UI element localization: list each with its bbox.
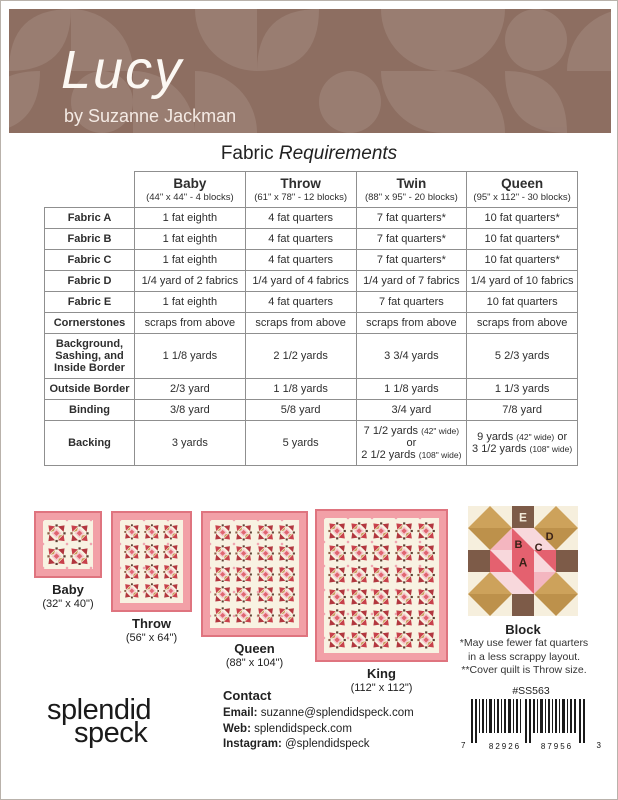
- quilt-block-motif: [395, 609, 413, 627]
- quilt-block-motif: [372, 544, 390, 562]
- block-letter-c: C: [534, 541, 543, 554]
- quilt-block-motif: [235, 524, 252, 541]
- quilt-block-motif: [372, 522, 390, 540]
- contact-email: Email: suzanne@splendidspeck.com: [223, 707, 414, 720]
- quilt-block-motif: [417, 631, 435, 649]
- footnotes: [453, 637, 595, 678]
- quilt-image-throw: [111, 511, 192, 612]
- quilt-label-throw: Throw (56" x 64"): [125, 616, 178, 645]
- table-row: Binding 3/8 yard 5/8 yard 3/4 yard 7/8 yard: [45, 400, 578, 421]
- author-byline: by Suzanne Jackman: [64, 106, 237, 126]
- quilt-block-motif: [235, 566, 252, 583]
- quilt-block-motif: [257, 524, 274, 541]
- contact-info: [223, 687, 414, 752]
- quilt-block-motif: [395, 566, 413, 584]
- quilt-block-motif: [417, 609, 435, 627]
- quilt-block-motif: [395, 522, 413, 540]
- block-diagram-image: [468, 506, 578, 616]
- quilt-block-motif: [257, 566, 274, 583]
- footnote-line: **Cover quilt is Throw size.: [461, 664, 587, 677]
- quilt-block-motif: [395, 544, 413, 562]
- fabric-requirements-table: [44, 171, 578, 466]
- quilt-block-motif: [144, 524, 160, 540]
- quilt-block-motif: [350, 588, 368, 606]
- splendid-speck-logo: splendid speck: [47, 694, 152, 750]
- quilt-block-motif: [278, 586, 295, 603]
- quilt-preview-throw: [111, 511, 192, 646]
- quilt-label-queen: Queen (88" x 104"): [225, 641, 284, 670]
- quilt-block-motif: [278, 545, 295, 562]
- block-letter-b: B: [514, 539, 523, 552]
- quilt-block-motif: [47, 524, 66, 543]
- quilt-block-motif: [328, 609, 346, 627]
- quilt-block-motif: [47, 547, 66, 566]
- block-letter-a: A: [518, 555, 528, 570]
- table-row: Cornerstones scraps from above scraps from above scraps from above scraps from above: [45, 313, 578, 334]
- barcode-digit-first: 7: [461, 741, 466, 750]
- quilt-block-motif: [235, 607, 252, 624]
- table-row: Fabric B 1 fat eighth 4 fat quarters 7 fat quarters* 10 fat quarters*: [45, 229, 578, 250]
- contact-web: Web: splendidspeck.com: [223, 722, 352, 735]
- quilt-block-motif: [278, 607, 295, 624]
- quilt-block-motif: [417, 566, 435, 584]
- quilt-block-motif: [350, 566, 368, 584]
- quilt-block-motif: [372, 631, 390, 649]
- quilt-block-motif: [395, 588, 413, 606]
- quilt-preview-king: [315, 509, 448, 696]
- quilt-block-motif: [163, 583, 179, 599]
- table-header-row: [45, 172, 578, 208]
- table-row: Fabric C 1 fat eighth 4 fat quarters 7 fat quarters* 10 fat quarters*: [45, 250, 578, 271]
- quilt-label-baby: Baby (32" x 40"): [42, 582, 94, 611]
- quilt-block-motif: [328, 522, 346, 540]
- table-row: Background, Sashing, and Inside Border 1 1/8 yards 2 1/2 yards 3 3/4 yards 5 2/3 yards: [45, 334, 578, 379]
- table-row: Fabric D 1/4 yard of 2 fabrics 1/4 yard of 4 fabrics 1/4 yard of 7 fabrics 1/4 yard of 10 fabrics: [45, 271, 578, 292]
- quilt-block-motif: [214, 524, 231, 541]
- barcode-digit-last: 3: [596, 741, 601, 750]
- page-title: Lucy: [61, 40, 184, 100]
- quilt-block-motif: [372, 609, 390, 627]
- quilt-block-motif: [214, 566, 231, 583]
- table-title: [1, 143, 617, 165]
- quilt-image-baby: [34, 511, 102, 578]
- quilt-block-motif: [214, 545, 231, 562]
- quilt-block-motif: [417, 588, 435, 606]
- header-band: [9, 9, 611, 133]
- quilt-label-king: King (112" x 112"): [350, 666, 413, 695]
- quilt-block-motif: [235, 545, 252, 562]
- quilt-block-motif: [278, 524, 295, 541]
- barcode-bars: [469, 699, 593, 745]
- quilt-block-motif: [328, 588, 346, 606]
- quilt-block-motif: [235, 586, 252, 603]
- column-header-baby: Baby (44" x 44" - 4 blocks): [135, 172, 246, 208]
- barcode-digits-group1: 82926: [488, 742, 522, 751]
- quilt-image-queen: [201, 511, 308, 637]
- table-title-italic: Requirements: [278, 143, 398, 164]
- quilt-block-motif: [163, 544, 179, 560]
- block-diagram: [468, 506, 578, 637]
- quilt-block-motif: [372, 566, 390, 584]
- backing-queen-cell: 9 yards (42" wide) or 3 1/2 yards (108" wide): [467, 421, 578, 466]
- table-row-backing: Backing 3 yards 5 yards 7 1/2 yards (42" wide) or 2 1/2 yards (108" wide) 9 yards (42" wide) or 3 1/2 yards (108" wide): [45, 421, 578, 466]
- footnote-line: *May use fewer fat quarters: [459, 637, 589, 649]
- quilt-block-motif: [163, 564, 179, 580]
- quilt-block-motif: [144, 583, 160, 599]
- barcode-digits-group2: 87956: [540, 742, 574, 751]
- quilt-block-motif: [350, 609, 368, 627]
- quilt-block-motif: [372, 588, 390, 606]
- table-row: Outside Border 2/3 yard 1 1/8 yards 1 1/8 yards 1 1/3 yards: [45, 379, 578, 400]
- quilt-block-motif: [124, 564, 140, 580]
- quilt-block-motif: [278, 566, 295, 583]
- block-letter-e: E: [519, 510, 527, 525]
- quilt-block-motif: [124, 524, 140, 540]
- quilt-block-motif: [214, 586, 231, 603]
- column-header-throw: Throw (61" x 78" - 12 blocks): [245, 172, 356, 208]
- quilt-block-motif: [417, 522, 435, 540]
- backing-twin-cell: 7 1/2 yards (42" wide) or 2 1/2 yards (108" wide): [356, 421, 467, 466]
- contact-instagram: Instagram: @splendidspeck: [223, 737, 370, 750]
- block-letter-d: D: [545, 530, 554, 543]
- table-corner-cell: [45, 172, 135, 208]
- table-row: Fabric A 1 fat eighth 4 fat quarters 7 fat quarters* 10 fat quarters*: [45, 208, 578, 229]
- quilt-block-motif: [417, 544, 435, 562]
- product-code-area: [461, 685, 601, 750]
- table-title-regular: Fabric: [220, 143, 274, 164]
- quilt-block-motif: [328, 544, 346, 562]
- quilt-block-motif: [350, 631, 368, 649]
- block-label: Block: [505, 622, 541, 637]
- table-row: Fabric E 1 fat eighth 4 fat quarters 7 fat quarters 10 fat quarters: [45, 292, 578, 313]
- quilt-block-motif: [70, 524, 89, 543]
- quilt-preview-baby: [34, 511, 102, 612]
- quilt-block-motif: [350, 544, 368, 562]
- quilt-image-king: [315, 509, 448, 662]
- quilt-block-motif: [350, 522, 368, 540]
- column-header-twin: Twin (88" x 95" - 20 blocks): [356, 172, 467, 208]
- quilt-block-motif: [395, 631, 413, 649]
- quilt-block-motif: [257, 586, 274, 603]
- quilt-block-motif: [328, 631, 346, 649]
- quilt-block-motif: [144, 544, 160, 560]
- item-number: #SS563: [512, 685, 550, 697]
- quilt-block-motif: [214, 607, 231, 624]
- quilt-block-motif: [124, 544, 140, 560]
- column-header-queen: Queen (95" x 112" - 30 blocks): [467, 172, 578, 208]
- quilt-block-motif: [124, 583, 140, 599]
- upc-barcode: [461, 699, 601, 751]
- footnote-line: in a less scrappy layout.: [467, 650, 581, 663]
- contact-heading: Contact: [223, 688, 272, 703]
- quilt-block-motif: [257, 607, 274, 624]
- quilt-block-motif: [257, 545, 274, 562]
- quilt-block-motif: [144, 564, 160, 580]
- quilt-block-motif: [163, 524, 179, 540]
- quilt-block-motif: [328, 566, 346, 584]
- quilt-block-motif: [70, 547, 89, 566]
- quilt-preview-queen: [201, 511, 308, 671]
